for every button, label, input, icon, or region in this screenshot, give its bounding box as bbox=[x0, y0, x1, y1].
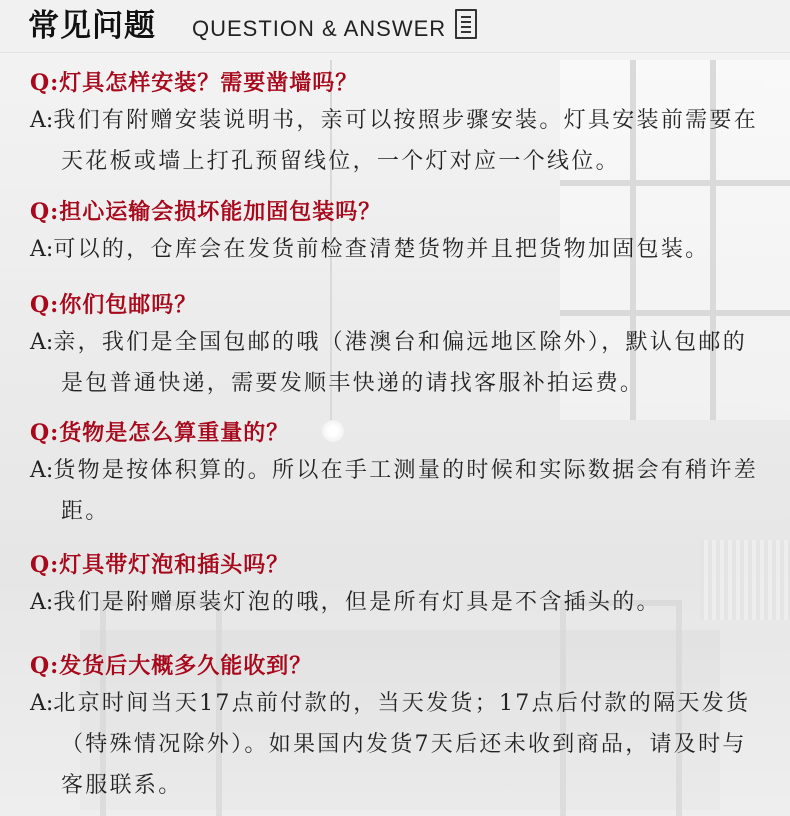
faq-question bbox=[30, 548, 770, 582]
faq-question bbox=[30, 66, 770, 100]
faq-answer bbox=[30, 450, 770, 532]
answer-prefix: A: bbox=[30, 108, 54, 133]
question-text: 货物是怎么算重量的？ bbox=[59, 420, 290, 446]
question-text: 发货后大概多久能收到？ bbox=[59, 653, 313, 679]
faq-answer bbox=[30, 683, 770, 806]
answer-text: 我们有附赠安装说明书，亲可以按照步骤安装。灯具安装前需要在天花板或墙上打孔预留线位，一个灯对应一个线位。 bbox=[53, 108, 759, 174]
faq-question bbox=[30, 416, 770, 450]
answer-prefix: A: bbox=[30, 691, 54, 716]
answer-text: 北京时间当天17点前付款的，当天发货；17点后付款的隔天发货（特殊情况除外）。如果国内发货7天后还未收到商品，请及时与客服联系。 bbox=[53, 691, 751, 798]
answer-text: 货物是按体积算的。所以在手工测量的时候和实际数据会有稍许差距。 bbox=[53, 458, 759, 524]
faq-answer bbox=[30, 582, 770, 623]
question-text: 担心运输会损坏能加固包装吗？ bbox=[59, 199, 382, 225]
faq-item bbox=[30, 288, 770, 404]
faq-question bbox=[30, 195, 770, 229]
page-title: 常见问题 bbox=[28, 8, 156, 44]
question-prefix: Q: bbox=[30, 420, 60, 446]
question-prefix: Q: bbox=[30, 292, 60, 318]
answer-prefix: A: bbox=[30, 590, 54, 615]
question-prefix: Q: bbox=[30, 70, 60, 96]
answer-prefix: A: bbox=[30, 458, 54, 483]
faq-item bbox=[30, 195, 770, 270]
faq-item bbox=[30, 416, 770, 532]
answer-text: 可以的，仓库会在发货前检查清楚货物并且把货物加固包装。 bbox=[53, 237, 710, 262]
answer-prefix: A: bbox=[30, 330, 54, 355]
faq-answer bbox=[30, 322, 770, 404]
question-text: 你们包邮吗？ bbox=[59, 292, 198, 318]
faq-question bbox=[30, 649, 770, 683]
list-document-icon bbox=[455, 9, 477, 39]
faq-answer bbox=[30, 229, 770, 270]
faq-question bbox=[30, 288, 770, 322]
faq-answer bbox=[30, 100, 770, 182]
answer-text: 我们是附赠原装灯泡的哦，但是所有灯具是不含插头的。 bbox=[53, 590, 661, 615]
question-prefix: Q: bbox=[30, 199, 60, 225]
question-text: 灯具带灯泡和插头吗？ bbox=[59, 552, 290, 578]
faq-item bbox=[30, 649, 770, 806]
question-prefix: Q: bbox=[30, 653, 60, 679]
question-prefix: Q: bbox=[30, 552, 60, 578]
answer-prefix: A: bbox=[30, 237, 54, 262]
faq-item bbox=[30, 548, 770, 623]
question-text: 灯具怎样安装？需要凿墙吗？ bbox=[59, 70, 359, 96]
page-subtitle: QUESTION & ANSWER bbox=[192, 16, 447, 41]
answer-text: 亲，我们是全国包邮的哦（港澳台和偏远地区除外），默认包邮的是包普通快递，需要发顺丰快递的请找客服补拍运费。 bbox=[53, 330, 748, 396]
faq-item bbox=[30, 66, 770, 182]
section-header bbox=[0, 0, 790, 53]
